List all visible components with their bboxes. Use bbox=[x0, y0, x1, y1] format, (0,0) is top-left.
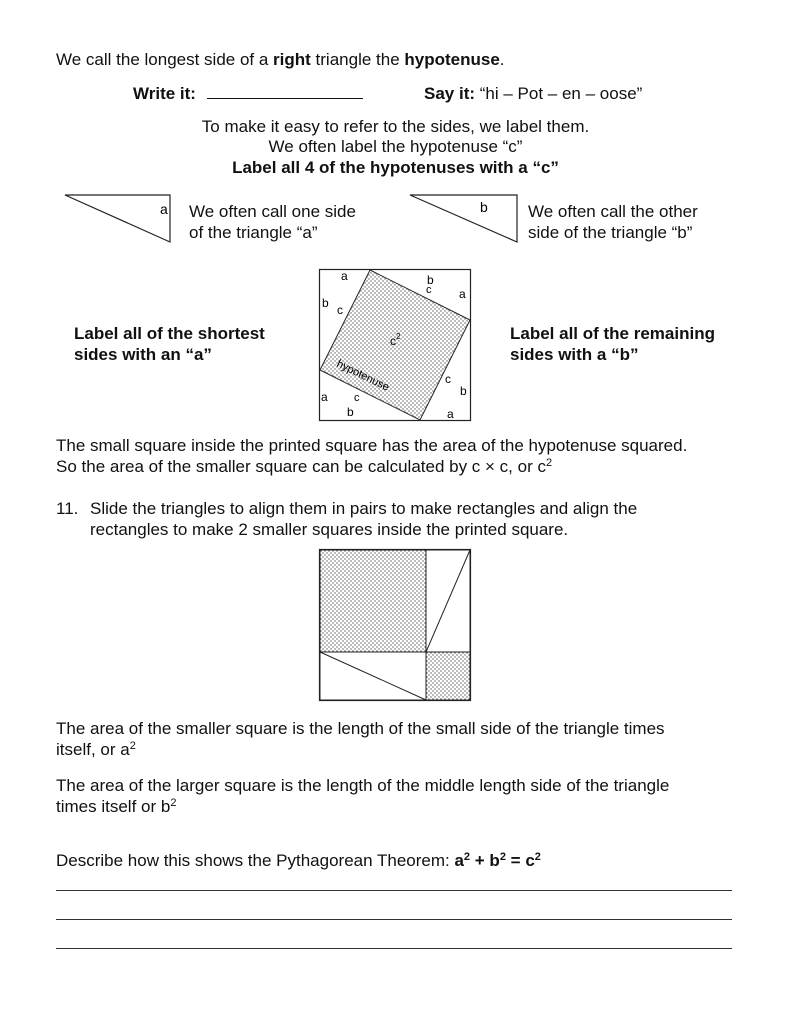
say-it-label: Say it: bbox=[424, 84, 476, 103]
area-statement-1: The small square inside the printed square has the area of the hypotenuse squared. bbox=[56, 436, 688, 455]
rearranged-squares-diagram bbox=[318, 548, 473, 703]
triangle-a-text-1: We often call one side bbox=[189, 202, 356, 221]
step-11-line-2: rectangles to make 2 smaller squares inside the printed square. bbox=[90, 520, 569, 539]
labeling-line-1: To make it easy to refer to the sides, we label them. bbox=[201, 117, 590, 136]
label-b-top: b bbox=[427, 273, 434, 287]
say-it-row bbox=[424, 84, 642, 104]
triangle-b-figure bbox=[407, 192, 521, 246]
labeling-line-3: Label all 4 of the hypotenuses with a “c” bbox=[232, 158, 559, 177]
intro-prefix: We call the longest side of a bbox=[56, 50, 274, 69]
tilted-square-diagram bbox=[318, 268, 473, 423]
intro-sentence bbox=[56, 50, 505, 70]
triangle-b-text-2: side of the triangle “b” bbox=[528, 223, 693, 242]
smaller-square bbox=[426, 652, 470, 700]
describe-prompt: Describe how this shows the Pythagorean Theorem: $a^2 + b^2 = c^2$ bbox=[56, 851, 541, 870]
write-it-blank[interactable] bbox=[207, 98, 363, 99]
triangle-b-label: b bbox=[480, 199, 488, 215]
label-c-right: c bbox=[445, 372, 451, 386]
label-b-bottom: b bbox=[347, 405, 354, 419]
label-c-left: c bbox=[337, 303, 343, 317]
label-c-bottom: c bbox=[354, 392, 360, 404]
left-instruction-1: Label all of the shortest bbox=[74, 324, 265, 343]
label-a-top: a bbox=[341, 269, 348, 283]
write-it-label: Write it: bbox=[133, 84, 196, 103]
larger-square-text-2: times itself or $b^2$ bbox=[56, 797, 177, 816]
triangle-a-shape bbox=[65, 195, 170, 242]
larger-square-text-1: The area of the larger square is the length of the middle length side of the triangle bbox=[56, 776, 670, 795]
smaller-square-text-2: itself, or $a^2$ bbox=[56, 740, 136, 759]
label-a-left: a bbox=[321, 390, 328, 404]
answer-line-3[interactable] bbox=[56, 948, 732, 949]
left-instruction-2: sides with an “a” bbox=[74, 345, 212, 364]
smaller-square-text-1: The area of the smaller square is the length of the small side of the triangle times bbox=[56, 719, 665, 738]
hypotenuse-label: hypotenuse bbox=[334, 357, 392, 394]
right-instruction-2: sides with a “b” bbox=[510, 345, 639, 364]
triangle-a-figure bbox=[62, 192, 174, 246]
intro-hypotenuse: hypotenuse bbox=[404, 50, 500, 69]
label-a-bottom: a bbox=[447, 407, 454, 421]
label-c-top: c bbox=[426, 284, 432, 296]
right-instruction-1: Label all of the remaining bbox=[510, 324, 715, 343]
intro-middle: triangle the bbox=[310, 50, 405, 69]
label-b-left: b bbox=[322, 296, 329, 310]
intro-suffix: . bbox=[499, 50, 505, 69]
triangle-b-shape bbox=[410, 195, 517, 242]
triangle-a-text-2: of the triangle “a” bbox=[189, 223, 318, 242]
larger-square bbox=[320, 550, 426, 652]
label-a-right: a bbox=[459, 287, 466, 301]
triangle-b-text-1: We often call the other bbox=[528, 202, 698, 221]
answer-line-2[interactable] bbox=[56, 919, 732, 920]
say-it-text: “hi – Pot – en – oose” bbox=[479, 84, 643, 103]
step-11-number: 11. bbox=[56, 499, 79, 518]
step-11-line-1: Slide the triangles to align them in pairs to make rectangles and align the bbox=[90, 499, 638, 518]
triangle-a-label: a bbox=[160, 201, 168, 217]
label-b-right: b bbox=[460, 384, 467, 398]
answer-line-1[interactable] bbox=[56, 890, 732, 891]
intro-right: right bbox=[273, 50, 311, 69]
area-statement-2: So the area of the smaller square can be calculated by c × c, or $c^2$ bbox=[56, 457, 553, 476]
labeling-line-2: We often label the hypotenuse “c” bbox=[268, 137, 523, 156]
write-it-row bbox=[133, 84, 363, 104]
c-squared-label: $c^2$ bbox=[390, 332, 401, 348]
